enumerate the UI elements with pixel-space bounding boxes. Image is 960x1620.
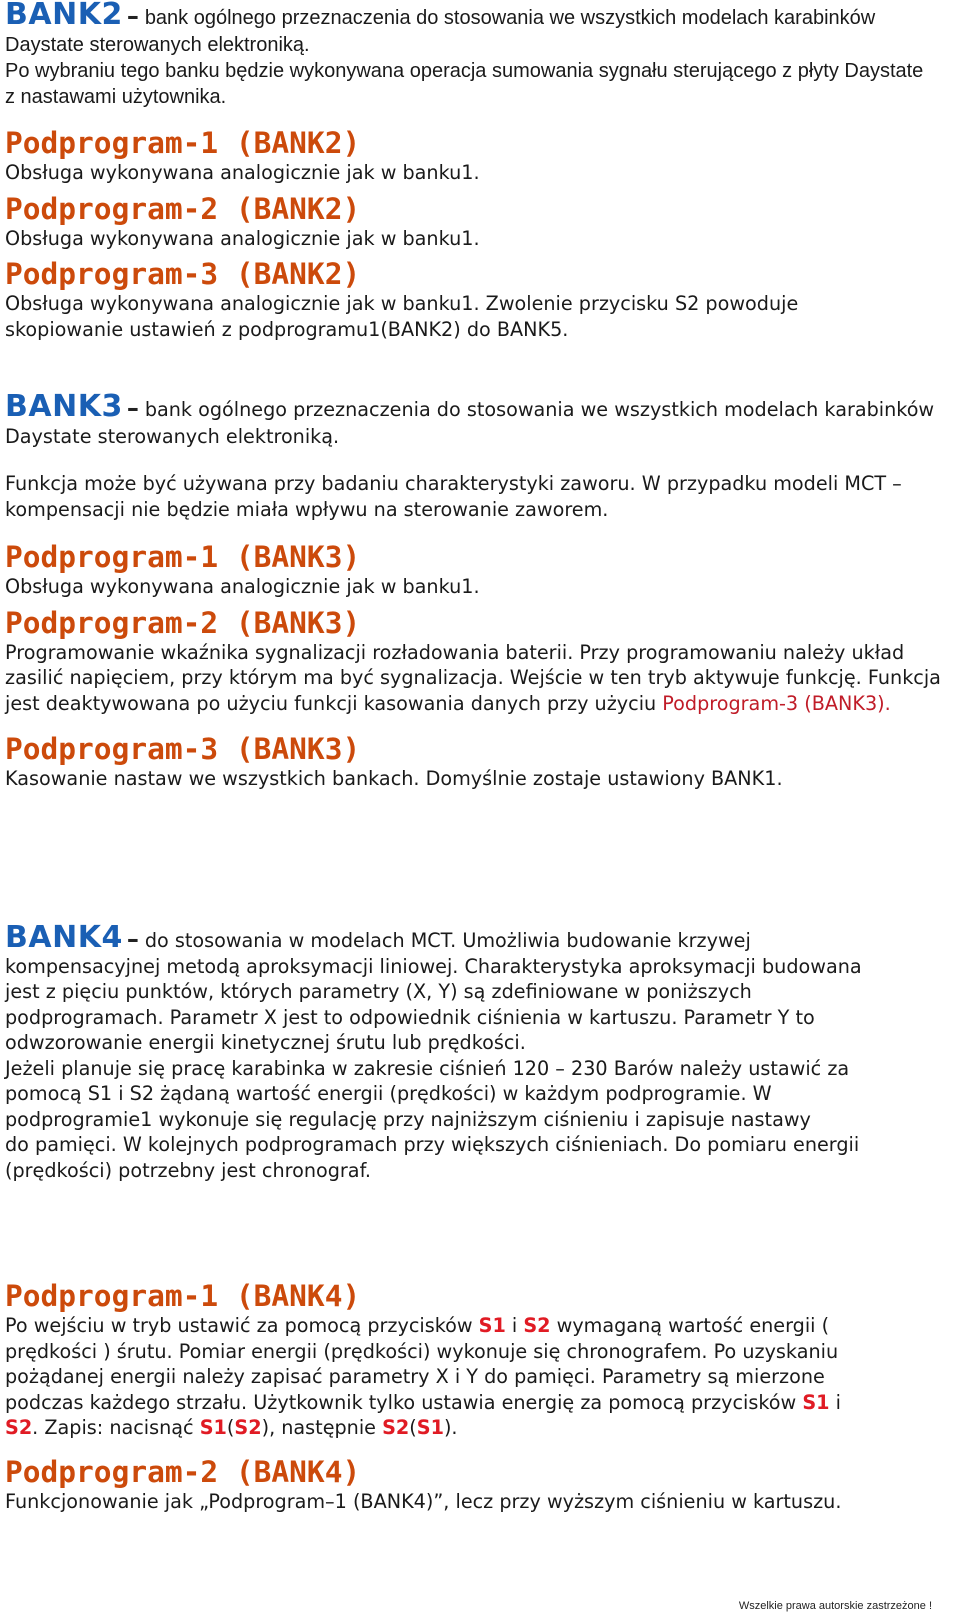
bank3-sub3-text: Kasowanie nastaw we wszystkich bankach. Domyślnie zostaje ustawiony BANK1. — [5, 767, 783, 790]
bank4-line: do pamięci. W kolejnych podprogramach przy większych ciśnieniach. Do pomiaru energii — [5, 1133, 860, 1156]
bank2-sub1-text: Obsługa wykonywana analogicznie jak w banku1. — [5, 161, 480, 184]
bank2-sub2-title: Podprogram-2 (BANK2) — [5, 191, 361, 226]
bank2-sub1-title: Podprogram-1 (BANK2) — [5, 126, 361, 160]
bank2-title: BANK2 — [5, 0, 123, 32]
bank4-line: pomocą S1 i S2 żądaną wartość energii (prędkości) w każdym podprogramie. W — [5, 1082, 772, 1105]
text: Po wejściu w tryb ustawić za pomocą przycisków — [5, 1314, 479, 1337]
bank4-sub2-title: Podprogram-2 (BANK4) — [5, 1454, 361, 1489]
bank3-sub2-ref: Podprogram-3 (BANK3). — [662, 691, 891, 715]
bank3-section — [5, 389, 953, 792]
s2-key: S2 — [382, 1416, 410, 1439]
bank3-sub2-title: Podprogram-2 (BANK3) — [5, 605, 361, 640]
bank2-intro: bank ogólnego przeznaczenia do stosowania we wszystkich modelach karabinków Daystate sterowanych elektroniką. — [5, 7, 876, 56]
text: ) — [261, 1416, 270, 1439]
bank4-heading-line — [5, 920, 955, 955]
bank4-line: podprogramie1 wykonuje się regulację przy najniższym ciśnieniu i zapisuje nastawy — [5, 1107, 811, 1131]
dash: – — [126, 394, 139, 422]
text: . Zapis: nacisnąć — [32, 1416, 200, 1439]
bank2-section — [5, 0, 953, 342]
bank4-sub1-line — [5, 1415, 955, 1441]
bank4-line: podprogramach. Parametr X jest to odpowiednik ciśnienia w kartuszu. Parametr Y to — [5, 1005, 815, 1029]
text: ). — [443, 1416, 458, 1439]
s1-key: S1 — [478, 1314, 506, 1337]
text: wymaganą wartość energii ( — [550, 1314, 830, 1337]
s1-key: S1 — [416, 1416, 444, 1439]
bank3-sub1-text: Obsługa wykonywana analogicznie jak w banku1. — [5, 575, 480, 598]
bank3-sub1-title: Podprogram-1 (BANK3) — [5, 540, 361, 574]
text: , następnie — [269, 1416, 383, 1439]
bank4-sub1-line: prędkości ) śrutu. Pomiar energii (prędkości) wykonuje się chronografem. Po uzyskaniu — [5, 1339, 839, 1363]
bank3-desc: Funkcja może być używana przy badaniu charakterystyki zaworu. W przypadku modeli MCT – kompensacji nie będzie miała wpływu na sterowanie zaworem. — [5, 472, 902, 521]
bank4-line: jest z pięciu punktów, których parametry (X, Y) są zdefiniowane w poniższych — [5, 980, 752, 1003]
text: ( — [226, 1416, 235, 1439]
bank4-sub-section — [5, 1279, 955, 1514]
s1-key: S1 — [802, 1390, 830, 1414]
dash: – — [126, 925, 139, 953]
bank3-sub3-title: Podprogram-3 (BANK3) — [5, 732, 361, 766]
s2-key: S2 — [5, 1416, 33, 1439]
text: i — [829, 1390, 841, 1414]
bank2-sub2-text: Obsługa wykonywana analogicznie jak w banku1. — [5, 226, 480, 250]
text: ( — [409, 1416, 417, 1439]
s2-key: S2 — [523, 1314, 551, 1337]
bank4-title: BANK4 — [5, 920, 123, 955]
bank2-desc: Po wybraniu tego banku będzie wykonywana operacja sumowania sygnału sterującego z płyty Daystate z nastawami użytownika. — [5, 60, 924, 108]
text: podczas każdego strzału. Użytkownik tylko ustawia energię za pomocą przycisków — [5, 1390, 803, 1414]
bank3-sub2-text — [5, 640, 945, 717]
bank4-intro: do stosowania w modelach MCT. Umożliwia budowanie krzywej — [144, 929, 751, 952]
s2-key: S2 — [234, 1416, 262, 1439]
bank4-sub1-line: pożądanej energii należy zapisać parametry X i Y do pamięci. Parametry są mierzone — [5, 1365, 825, 1388]
bank4-line: odwzorowanie energii kinetycznej śrutu lub prędkości. — [5, 1031, 526, 1054]
dash: – — [126, 2, 139, 30]
bank4-sub1-line — [5, 1390, 955, 1416]
bank4-sub2-text: Funkcjonowanie jak „Podprogram–1 (BANK4)”, lecz przy wyższym ciśnieniu w kartuszu. — [5, 1489, 842, 1513]
bank4-line: (prędkości) potrzebny jest chronograf. — [5, 1158, 372, 1182]
s1-key: S1 — [199, 1416, 227, 1439]
bank4-sub1-line — [5, 1313, 955, 1339]
bank4-sub1-title: Podprogram-1 (BANK4) — [5, 1279, 361, 1313]
text: i — [505, 1314, 524, 1337]
bank3-intro-first: bank ogólnego przeznaczenia do stosowania we wszystkich modelach karabinków Daystate sterowanych elektroniką. — [5, 398, 935, 448]
bank3-title: BANK3 — [5, 389, 123, 424]
bank2-sub3-text: Obsługa wykonywana analogicznie jak w banku1. Zwolenie przycisku S2 powoduje skopiowanie ustawień z podprogramu1(BANK2) do BANK5. — [5, 292, 799, 341]
bank4-line: kompensacyjnej metodą aproksymacji liniowej. Charakterystyka aproksymacji budowana — [5, 954, 862, 978]
bank3-heading-line — [5, 389, 953, 449]
bank4-section — [5, 920, 955, 1183]
bank3-sub2-body: Programowanie wkaźnika sygnalizacji rozładowania baterii. Przy programowaniu należy układ zasilić napięciem, przy którym ma być sygnalizacja. Wejście w ten tryb aktywuje funkcję. Funkcja jest deaktywowana po użyciu funkcji kasowania danych przy użyciu — [5, 640, 941, 715]
footer-copyright: Wszelkie prawa autorskie zastrzeżone ! — [738, 1600, 932, 1612]
bank2-heading-line — [5, 2, 953, 58]
bank4-line: Jeżeli planuje się pracę karabinka w zakresie ciśnień 120 – 230 Barów należy ustawić za — [5, 1056, 850, 1080]
bank2-sub3-title: Podprogram-3 (BANK2) — [5, 257, 361, 291]
